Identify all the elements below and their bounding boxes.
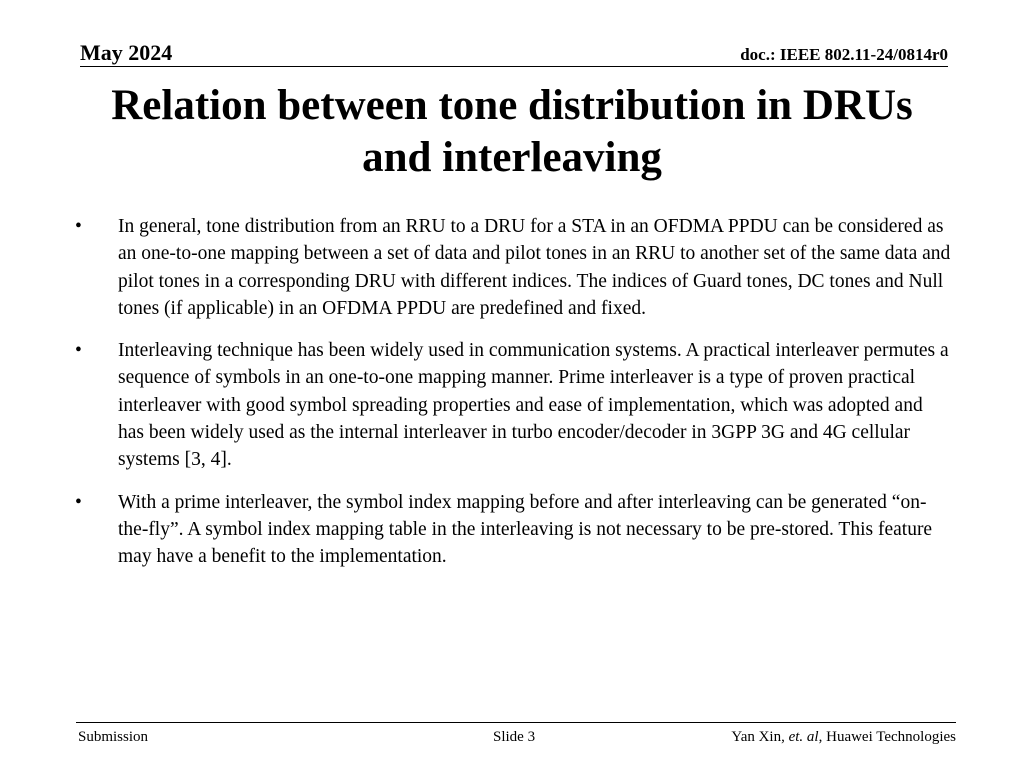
footer-author-etal: et. al — [788, 729, 819, 745]
bullet-text-2: Interleaving technique has been widely used in communication systems. A practical interleaver permutes a sequence of symbols in an one-to-one mapping manner. Prime interleaver is a type of proven practical interleaver with good symbol spreading properties and ease of implementation, which was adopted and has been widely used as the internal interleaver in turbo encoder/decoder in 3GPP 3G and 4G cellular systems [3, 4]. — [118, 340, 949, 471]
slide-title-line-2: and interleaving — [362, 134, 662, 181]
header-date: May 2024 — [80, 40, 173, 65]
slide-title — [70, 80, 954, 184]
bullet-item-3 — [72, 489, 952, 571]
footer-slide-number: Slide 3 — [493, 729, 536, 745]
footer-submission: Submission — [78, 729, 149, 745]
bullet-item-2 — [72, 337, 952, 473]
slide-title-line-1: Relation between tone distribution in DRUs — [111, 82, 913, 129]
bullet-marker: • — [75, 491, 82, 513]
header-doc-id: doc.: IEEE 802.11-24/0814r0 — [740, 45, 948, 64]
footer-divider — [76, 722, 956, 723]
footer-author-name: Yan Xin, — [731, 729, 789, 745]
bullet-text-1: In general, tone distribution from an RRU to a DRU for a STA in an OFDMA PPDU can be considered as an one-to-one mapping between a set of data and pilot tones in an RRU to another set of the same data and pilot tones in a corresponding DRU with different indices. The indices of Guard tones, DC tones and Null tones (if applicable) in an OFDMA PPDU are predefined and fixed. — [118, 216, 951, 319]
header-divider — [80, 66, 948, 67]
bullet-marker: • — [75, 340, 82, 362]
bullet-marker: • — [75, 216, 82, 237]
bullet-item-1 — [72, 213, 952, 322]
bullet-text-3: With a prime interleaver, the symbol index mapping before and after interleaving can be generated “on-the-fly”. A symbol index mapping table in the interleaving is not necessary to be pre-stored. This feature may have a benefit to the implementation. — [118, 491, 933, 568]
footer-author-org: , Huawei Technologies — [818, 729, 956, 745]
bullet-list — [72, 213, 952, 586]
footer-author — [731, 728, 956, 746]
